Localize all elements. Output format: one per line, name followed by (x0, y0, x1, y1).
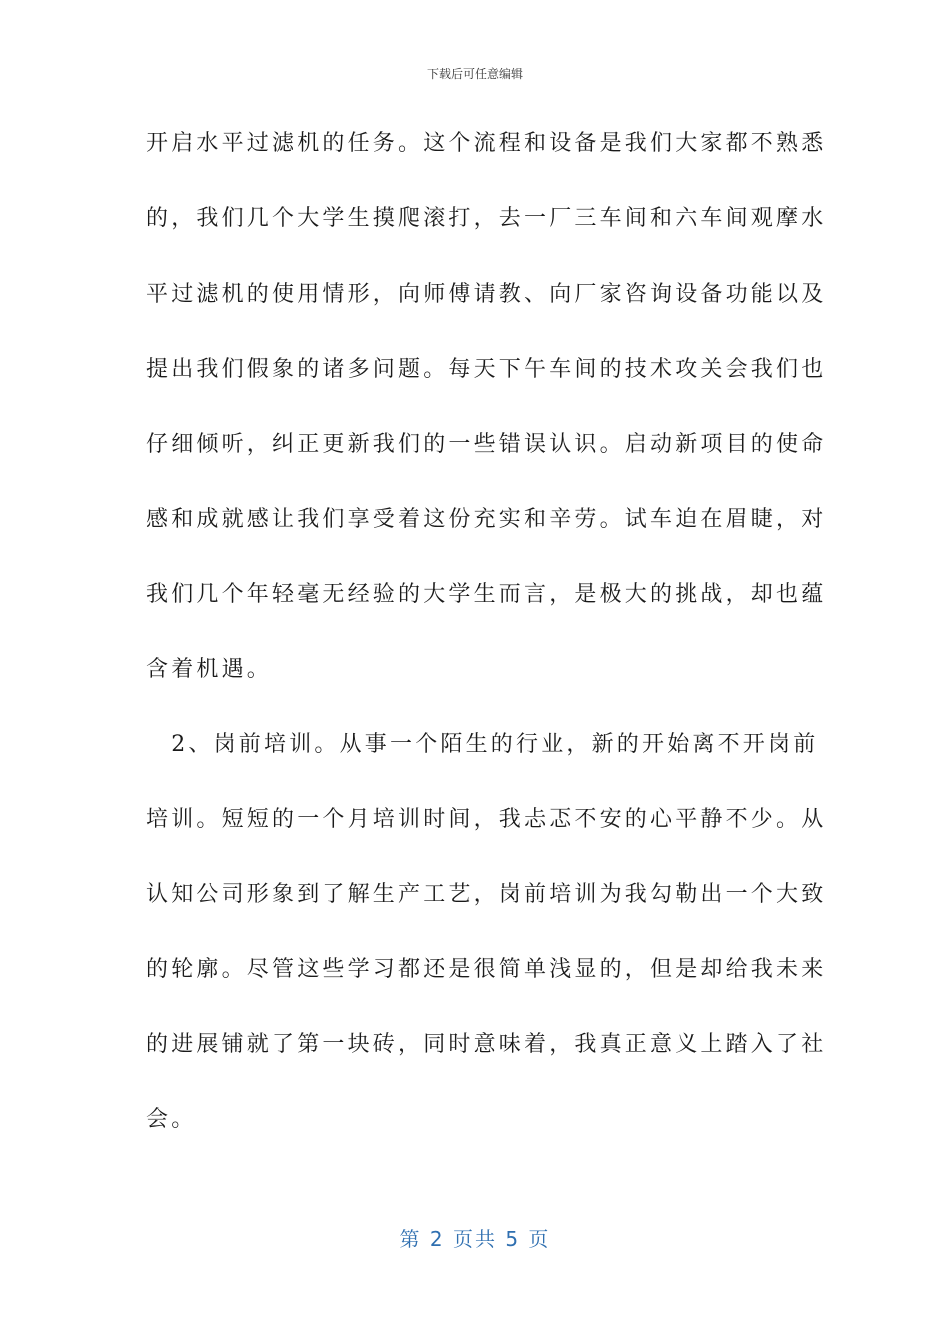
body-line: 培训。短短的一个月培训时间，我忐忑不安的心平静不少。从 (146, 807, 827, 832)
body-line: 认知公司形象到了解生产工艺，岗前培训为我勾勒出一个大致 (146, 882, 827, 907)
body-line: 提出我们假象的诸多问题。每天下午车间的技术攻关会我们也 (146, 357, 827, 382)
body-line: 我们几个年轻毫无经验的大学生而言，是极大的挑战，却也蕴 (146, 582, 827, 607)
page-header: 下载后可任意编辑 (426, 67, 523, 81)
body-line: 的轮廓。尽管这些学习都还是很简单浅显的，但是却给我未来 (146, 957, 827, 982)
body-line: 平过滤机的使用情形，向师傅请教、向厂家咨询设备功能以及 (146, 282, 827, 307)
body-line: 会。 (146, 1107, 197, 1132)
body-line: 感和成就感让我们享受着这份充实和辛劳。试车迫在眉睫，对 (146, 507, 827, 532)
body-line: 仔细倾听，纠正更新我们的一些错误认识。启动新项目的使命 (146, 432, 827, 457)
body-line: 2、岗前培训。从事一个陌生的行业，新的开始离不开岗前 (146, 732, 819, 757)
page-footer: 第 2 页共 5 页 (399, 1227, 551, 1251)
body-line: 的，我们几个大学生摸爬滚打，去一厂三车间和六车间观摩水 (146, 206, 827, 231)
body-line: 的进展铺就了第一块砖，同时意味着，我真正意义上踏入了社 (146, 1032, 827, 1057)
body-line: 开启水平过滤机的任务。这个流程和设备是我们大家都不熟悉 (146, 131, 827, 156)
body-line: 含着机遇。 (146, 657, 273, 682)
